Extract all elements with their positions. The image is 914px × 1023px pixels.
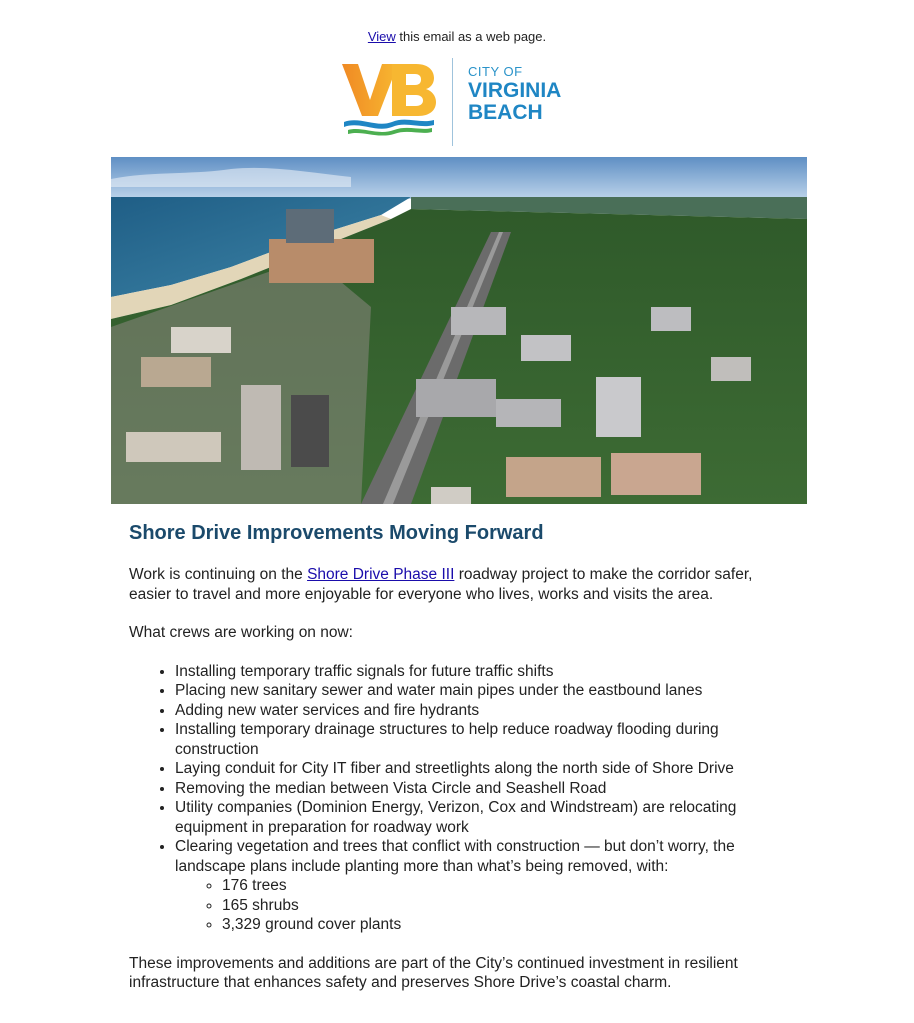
- article: [129, 520, 789, 993]
- logo-line2: BEACH: [468, 101, 543, 124]
- article-headline: Shore Drive Improvements Moving Forward: [129, 522, 544, 544]
- logo-divider: [452, 58, 453, 146]
- list-item: • Laying conduit for City IT fiber and streetlights along the north side of Shore Drive: [175, 759, 789, 779]
- article-lead: What crews are working on now:: [129, 624, 353, 641]
- logo-line1: VIRGINIA: [468, 79, 562, 102]
- list-item-clearing: [175, 837, 789, 935]
- list-item: • Removing the median between Vista Circle and Seashell Road: [175, 779, 789, 799]
- preheader-text: this email as a web page.: [395, 29, 547, 44]
- preheader: [0, 29, 914, 44]
- intro-after: roadway project to make the corridor safer, easier to travel and more enjoyable for everyone who lives, works and visits the area.: [129, 566, 753, 603]
- planting-list: [175, 876, 789, 935]
- view-web-link[interactable]: View: [367, 29, 396, 44]
- city-logo[interactable]: [340, 58, 580, 146]
- intro-before: Work is continuing on the: [129, 566, 308, 583]
- article-closing: These improvements and additions are part of the City’s continued investment in resilient infrastructure that enhances safety and preserves Shore Drive’s coastal charm.: [129, 954, 738, 991]
- list-item: • Adding new water services and fire hydrants: [175, 701, 789, 721]
- list-item: • Utility companies (Dominion Energy, Verizon, Cox and Windstream) are relocating equipment in preparation for roadway work: [175, 798, 789, 837]
- vb-logo-icon: [340, 58, 438, 138]
- article-intro: [129, 565, 789, 604]
- list-item: • Installing temporary traffic signals for future traffic shifts: [175, 662, 789, 682]
- planting-item: ◦ 165 shrubs: [222, 896, 789, 916]
- hero-image: [111, 157, 807, 504]
- planting-item: ◦ 176 trees: [222, 876, 789, 896]
- aerial-photo: [111, 157, 807, 504]
- planting-item: ◦ 3,329 ground cover plants: [222, 915, 789, 935]
- logo-city-of: CITY OF: [468, 64, 523, 79]
- shore-drive-phase-link[interactable]: Shore Drive Phase III: [307, 566, 455, 583]
- list-item-text: Clearing vegetation and trees that conflict with construction — but don’t worry, the landscape plans include planting more than what’s being removed, with:: [175, 838, 735, 875]
- logo-wordmark: [468, 64, 561, 124]
- list-item: • Installing temporary drainage structures to help reduce roadway flooding during construction: [175, 720, 789, 759]
- list-item: • Placing new sanitary sewer and water main pipes under the eastbound lanes: [175, 681, 789, 701]
- task-list: [129, 662, 789, 935]
